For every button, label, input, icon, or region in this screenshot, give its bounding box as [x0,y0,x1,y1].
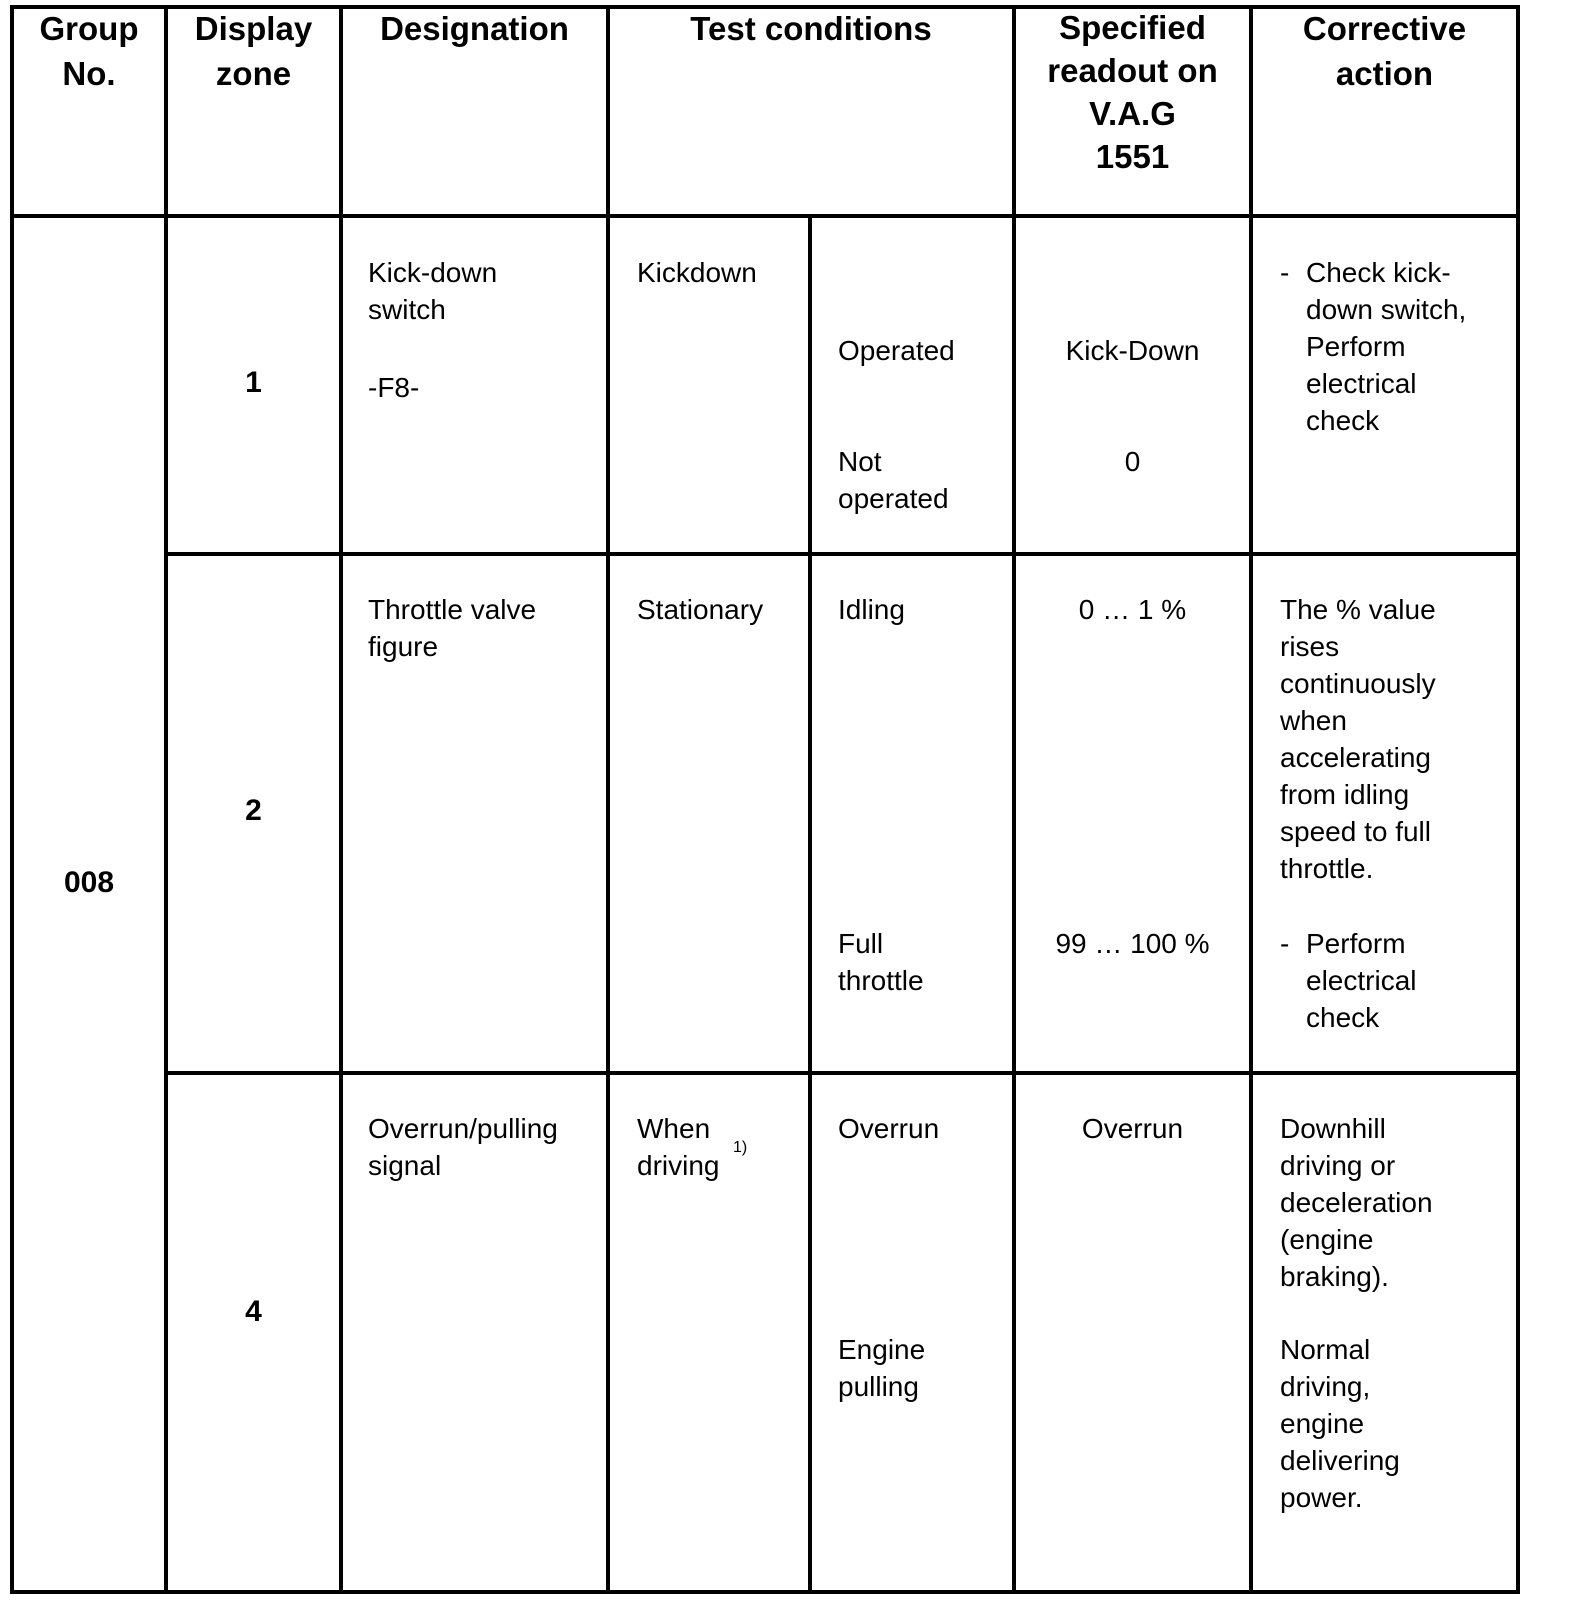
readout-full-throttle-range: 99 … 100 % [1055,928,1210,959]
designation-throttle-valve-figure: Throttle valve figure [368,594,537,662]
display-zone-1: 1 [245,366,262,399]
corrective-action-check-kick-down [1280,254,1514,444]
state-full-throttle: Full throttle [838,928,924,996]
state-idling: Idling [838,594,905,625]
col-divider-readout [1249,5,1253,1594]
state-engine-pulling: Engine pulling [838,1334,926,1402]
corrective-action-text: Perform electrical check [1306,928,1417,1033]
test-condition-text: When driving [637,1113,720,1181]
header-test-conditions: Test conditions [690,10,932,47]
designation-kick-down-switch: Kick-down switch [368,257,498,325]
corrective-action-text: Check kick- down switch, Perform electrical check [1306,257,1467,436]
readout-overrun: Overrun [1081,1113,1184,1144]
col-divider-designation [606,5,610,1594]
corrective-action-percent-rises: The % value rises continuously when accelerating from idling speed to full throttle. [1280,594,1436,884]
dash-marker: - [1280,257,1290,288]
row-divider-1 [164,552,1518,556]
table-border-left [10,5,14,1594]
test-condition-kickdown: Kickdown [637,257,757,288]
header-display-zone: Display zone [194,10,313,92]
col-divider-test-conditions [1012,5,1016,1594]
readout-zero: 0 [1124,446,1141,477]
row-divider-2 [164,1071,1518,1075]
state-overrun: Overrun [838,1113,940,1144]
header-divider [10,214,1518,218]
header-group-no: Group No. [39,10,139,92]
designation-overrun-pulling-signal: Overrun/pulling signal [368,1113,558,1181]
header-corrective-action: Corrective action [1302,10,1467,92]
readout-kick-down: Kick-Down [1065,335,1200,366]
header-specified-readout: Specified readout on V.A.G 1551 [1047,9,1218,175]
header-designation: Designation [380,10,569,47]
table-border-bottom [10,1590,1518,1594]
corrective-action-downhill: Downhill driving or deceleration (engine braking). [1280,1113,1433,1292]
table-border-right [1516,5,1520,1594]
col-divider-test-subcolumn [808,214,812,1594]
corrective-action-perform-check [1280,925,1514,1040]
group-number: 008 [63,866,115,899]
corrective-action-normal-driving: Normal driving, engine delivering power. [1280,1334,1400,1513]
test-condition-stationary: Stationary [637,594,764,625]
state-operated: Operated [838,335,955,366]
col-divider-zone [339,5,343,1594]
designation-code-f8: -F8- [368,372,420,403]
readout-idling-range: 0 … 1 % [1078,594,1187,625]
test-condition-when-driving [637,1110,719,1184]
display-zone-4: 4 [245,1295,262,1328]
display-zone-2: 2 [245,794,262,827]
dash-marker: - [1280,928,1290,959]
state-not-operated: Not operated [838,446,949,514]
footnote-marker: 1) [733,1139,748,1156]
